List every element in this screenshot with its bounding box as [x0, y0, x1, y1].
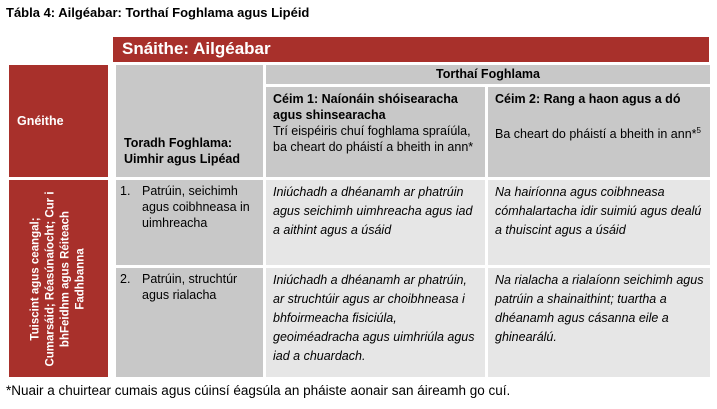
table-row-label	[116, 268, 263, 377]
aspects-text	[29, 191, 89, 366]
table-caption: Tábla 4: Ailgéabar: Torthaí Foghlama agus Lipéid	[6, 5, 310, 20]
table-cell-stage-1: Iniúchadh a dhéanamh ar phatrúin agus seichimh uimhreacha agus iad a aithint agus a úsáid	[266, 180, 485, 265]
footnote-ref: 5	[696, 126, 701, 135]
footnote: *Nuair a chuirtear cumais agus cúinsí éagsúla an pháiste aonair san áireamh go cuí.	[6, 383, 511, 398]
learning-outcome-title: Toradh Foghlama: Uimhir agus Lipéad	[116, 65, 263, 177]
table-cell-stage-2: Na rialacha a rialaíonn seichimh agus patrúin a shainaithint; tuartha a dhéanamh agus cásanna eile a ghinearálú.	[488, 268, 710, 377]
aspects-header: Gnéithe	[9, 65, 108, 177]
learning-outcomes-header: Torthaí Foghlama	[266, 65, 710, 84]
stage-2-header	[488, 87, 710, 177]
table-cell-stage-1: Iniúchadh a dhéanamh ar phatrúin, ar struchtúir agus ar choibhneasa i bhfoirmeacha fisiciúla, geoiméadracha agus uimhriúla agus iad a chuardach.	[266, 268, 485, 377]
stage-1-title: Céim 1: Naíonáin shóisearacha agus shinsearacha	[273, 92, 458, 122]
row-label: Patrúin, seichimh agus coibhneasa in uimhreacha	[142, 184, 250, 230]
row-label: Patrúin, struchtúr agus rialacha	[142, 272, 238, 302]
aspects-text-line: bhFeidhm agus Réiteach	[59, 210, 72, 347]
table-row-label	[116, 180, 263, 265]
stage-2-title: Céim 2: Rang a haon agus a dó	[495, 92, 681, 106]
aspects-text-line: Cumarsáid; Réasúnaíocht; Cur i	[44, 190, 57, 367]
stage-1-header	[266, 87, 485, 177]
aspects-text-line: Fadhbanna	[74, 247, 87, 310]
row-number: 2.	[120, 272, 131, 286]
row-number: 1.	[120, 184, 131, 198]
aspects-text-line: Tuiscint agus ceangal;	[29, 216, 42, 341]
aspects-cell	[9, 180, 108, 377]
stage-1-text: Trí eispéiris chuí foghlama spraíúla, ba cheart do pháistí a bheith in ann*	[273, 124, 474, 154]
stage-2-text: Ba cheart do pháistí a bheith in ann*	[495, 127, 697, 142]
strand-header: Snáithe: Ailgéabar	[113, 37, 709, 62]
table-cell-stage-2: Na hairíonna agus coibhneasa cómhalartacha idir suimiú agus dealú a thuiscint agus a úsáid	[488, 180, 710, 265]
